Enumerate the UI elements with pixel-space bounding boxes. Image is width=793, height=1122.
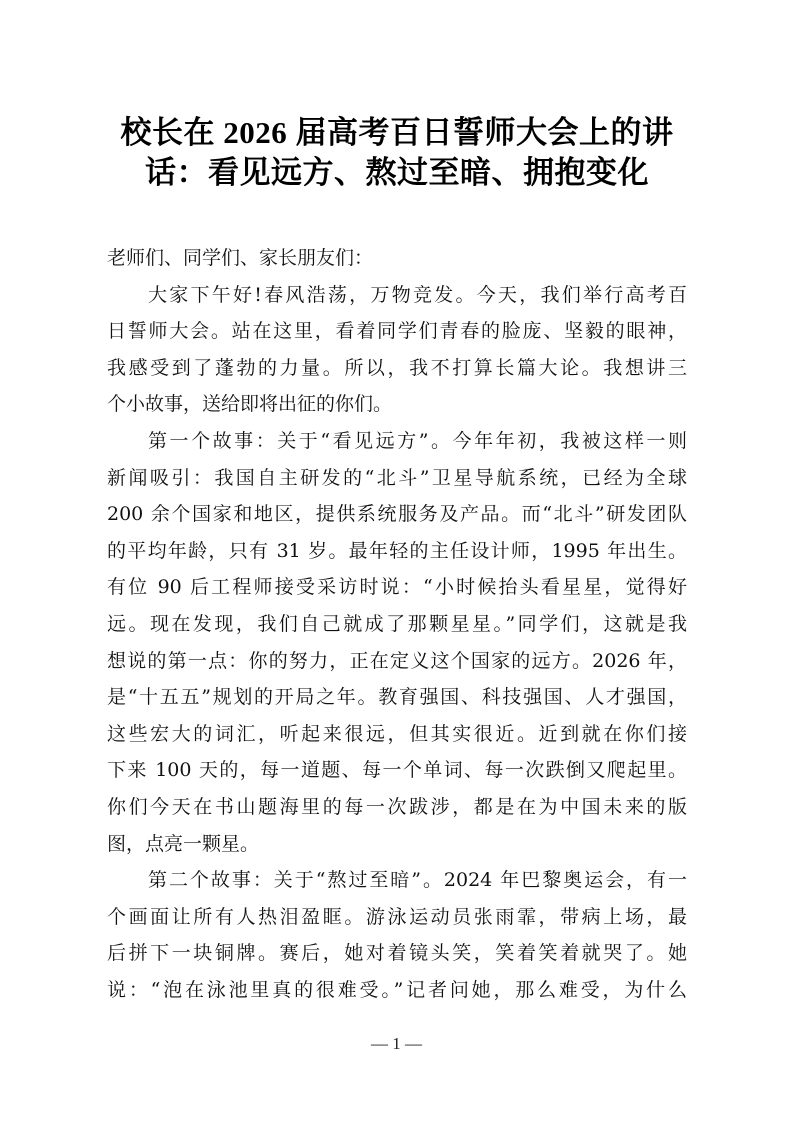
- greeting-line: 老师们、同学们、家长朋友们：: [107, 247, 374, 269]
- body-text-line: 新闻吸引：我国自主研发的“北斗”卫星导航系统，已经为全球: [107, 466, 687, 489]
- body-text-line: 想说的第一点：你的努力，正在定义这个国家的远方。2026 年，: [107, 649, 687, 672]
- body-text-line: 的平均年龄，只有 31 岁。最年轻的主任设计师，1995 年出生。: [107, 539, 687, 562]
- document-body: [107, 240, 687, 1008]
- body-text-line: 个画面让所有人热泪盈眶。游泳运动员张雨霏，带病上场，最: [107, 905, 687, 928]
- body-text-line: 你们今天在书山题海里的每一次跋涉，都是在为中国未来的版: [107, 795, 687, 818]
- body-text-line: 远。现在发现，我们自己就成了那颗星星。”同学们，这就是我: [107, 612, 687, 635]
- body-text-line: 后拼下一块铜牌。赛后，她对着镜头笑，笑着笑着就哭了。她: [107, 942, 687, 965]
- page-number: — 1 —: [371, 1034, 422, 1053]
- body-text-line: 图，点亮一颗星。: [107, 832, 260, 855]
- body-text-line: 第二个故事：关于“熬过至暗”。2024 年巴黎奥运会，有一: [148, 869, 687, 892]
- body-text-line: 个小故事，送给即将出征的你们。: [107, 393, 393, 416]
- title-line-2: 话：看见远方、熬过至暗、拥抱变化: [145, 155, 649, 190]
- body-text-line: 说：“泡在泳池里真的很难受。”记者问她，那么难受，为什么: [107, 978, 687, 1001]
- body-text-line: 日誓师大会。站在这里，看着同学们青春的脸庞、坚毅的眼神，: [107, 320, 687, 343]
- body-text-line: 大家下午好!春风浩荡，万物竞发。今天，我们举行高考百: [148, 283, 687, 306]
- paragraph-lines: [107, 277, 687, 1009]
- title-line-1: 校长在 2026 届高考百日誓师大会上的讲: [120, 115, 674, 150]
- body-text-line: 第一个故事：关于“看见远方”。今年年初，我被这样一则: [148, 429, 687, 452]
- body-text-line: 200 余个国家和地区，提供系统服务及产品。而“北斗”研发团队: [107, 503, 687, 526]
- body-text-line: 这些宏大的词汇，听起来很远，但其实很近。近到就在你们接: [107, 722, 687, 745]
- body-text-line: 我感受到了蓬勃的力量。所以，我不打算长篇大论。我想讲三: [107, 356, 687, 379]
- body-text-line: 是“十五五”规划的开局之年。教育强国、科技强国、人才强国，: [107, 686, 687, 709]
- body-text-line: 下来 100 天的，每一道题、每一个单词、每一次跌倒又爬起里。: [107, 759, 687, 782]
- body-text-line: 有位 90 后工程师接受采访时说：“小时候抬头看星星，觉得好: [107, 576, 687, 599]
- document-title: [107, 113, 687, 193]
